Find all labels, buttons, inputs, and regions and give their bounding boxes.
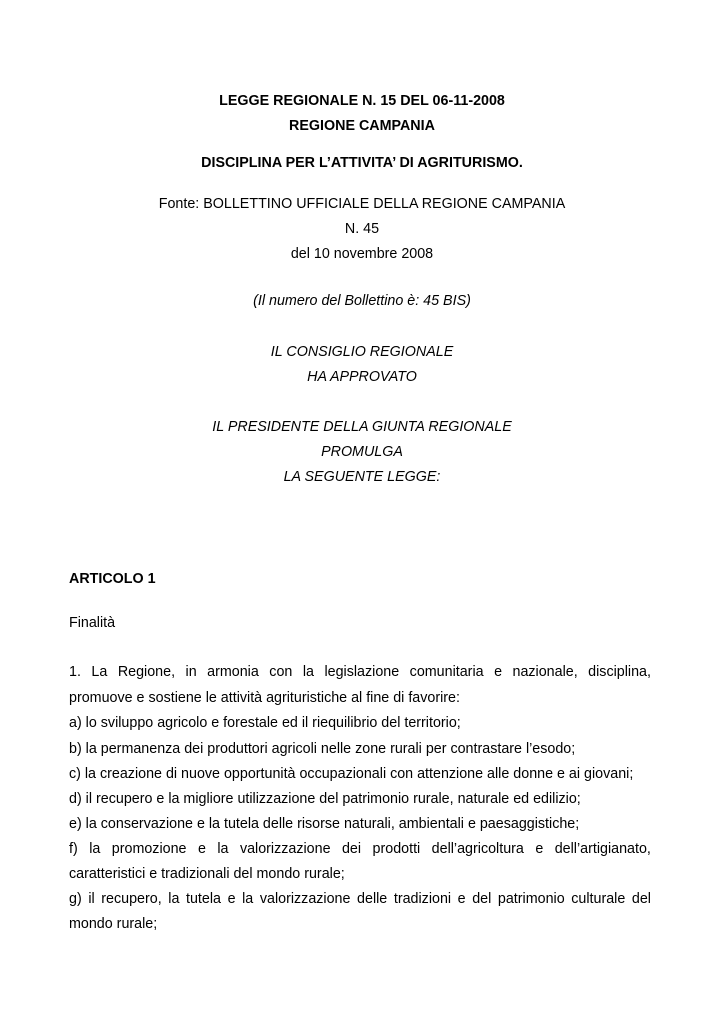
bulletin-note: (Il numero del Bollettino è: 45 BIS) xyxy=(253,293,471,309)
word: prodotti xyxy=(372,841,421,857)
word: la xyxy=(217,841,229,857)
word: la xyxy=(242,891,254,907)
word: in xyxy=(185,664,197,680)
list-item-f-line-1 xyxy=(69,840,651,858)
list-item-d: d) il recupero e la migliore utilizzazione del patrimonio rurale, naturale ed edilizio; xyxy=(69,791,581,807)
word: patrimonio xyxy=(497,891,565,907)
word: e xyxy=(535,841,544,857)
word: dell’artigianato, xyxy=(554,841,651,857)
article-title: Finalità xyxy=(69,615,116,631)
bulletin-date: del 10 novembre 2008 xyxy=(290,246,434,262)
list-item-e: e) la conservazione e la tutela delle risorse naturali, ambientali e paesaggistiche; xyxy=(69,816,580,832)
list-item-g-line-2: mondo rurale; xyxy=(69,916,158,932)
word: g) xyxy=(69,891,82,907)
list-item-g-line-1 xyxy=(69,890,651,908)
region-name: REGIONE CAMPANIA xyxy=(289,118,435,134)
president-line: IL PRESIDENTE DELLA GIUNTA REGIONALE xyxy=(212,419,512,435)
word: armonia xyxy=(207,664,259,680)
word: con xyxy=(269,664,293,680)
word: Regione, xyxy=(117,664,176,680)
word: del xyxy=(472,891,492,907)
law-title: LEGGE REGIONALE N. 15 DEL 06-11-2008 xyxy=(219,93,505,109)
word: delle xyxy=(357,891,388,907)
word: 1. xyxy=(69,664,81,680)
word: e xyxy=(457,891,466,907)
word: la xyxy=(302,664,314,680)
council-line: IL CONSIGLIO REGIONALE xyxy=(270,344,454,360)
following-law-line: LA SEGUENTE LEGGE: xyxy=(283,469,441,485)
word: f) xyxy=(69,841,78,857)
word: La xyxy=(91,664,108,680)
word: promozione xyxy=(111,841,187,857)
article-heading: ARTICOLO 1 xyxy=(69,571,156,587)
word: valorizzazione xyxy=(259,891,351,907)
list-item-c: c) la creazione di nuove opportunità occupazionali con attenzione alle donne e ai giovani; xyxy=(69,766,634,782)
list-item-b: b) la permanenza dei produttori agricoli nelle zone rurali per contrastare l’esodo; xyxy=(69,741,576,757)
word: e xyxy=(227,891,236,907)
word: recupero, xyxy=(101,891,162,907)
word: dei xyxy=(341,841,362,857)
word: legislazione xyxy=(324,664,400,680)
word: tradizioni xyxy=(393,891,452,907)
word: e xyxy=(494,664,503,680)
word: la xyxy=(168,891,180,907)
promulgates-line: PROMULGA xyxy=(321,444,403,460)
word: valorizzazione xyxy=(239,841,331,857)
approved-line: HA APPROVATO xyxy=(307,369,417,385)
word: disciplina, xyxy=(588,664,651,680)
word: e xyxy=(197,841,206,857)
source-line: Fonte: BOLLETTINO UFFICIALE DELLA REGIONE CAMPANIA xyxy=(158,196,566,212)
word: dell’agricoltura xyxy=(431,841,524,857)
word: del xyxy=(631,891,651,907)
bulletin-number: N. 45 xyxy=(344,221,380,237)
list-item-f-line-2: caratteristici e tradizionali del mondo rurale; xyxy=(69,866,345,882)
paragraph-1-line-1 xyxy=(69,663,651,681)
paragraph-1-line-2: promuove e sostiene le attività agrituristiche al fine di favorire: xyxy=(69,690,460,706)
word: il xyxy=(88,891,95,907)
word: tutela xyxy=(186,891,221,907)
word: culturale xyxy=(571,891,626,907)
list-item-a: a) lo sviluppo agricolo e forestale ed il riequilibrio del territorio; xyxy=(69,715,461,731)
word: comunitaria xyxy=(409,664,484,680)
word: nazionale, xyxy=(512,664,578,680)
word: la xyxy=(89,841,101,857)
law-subject: DISCIPLINA PER L’ATTIVITA’ DI AGRITURISMO. xyxy=(201,155,523,171)
